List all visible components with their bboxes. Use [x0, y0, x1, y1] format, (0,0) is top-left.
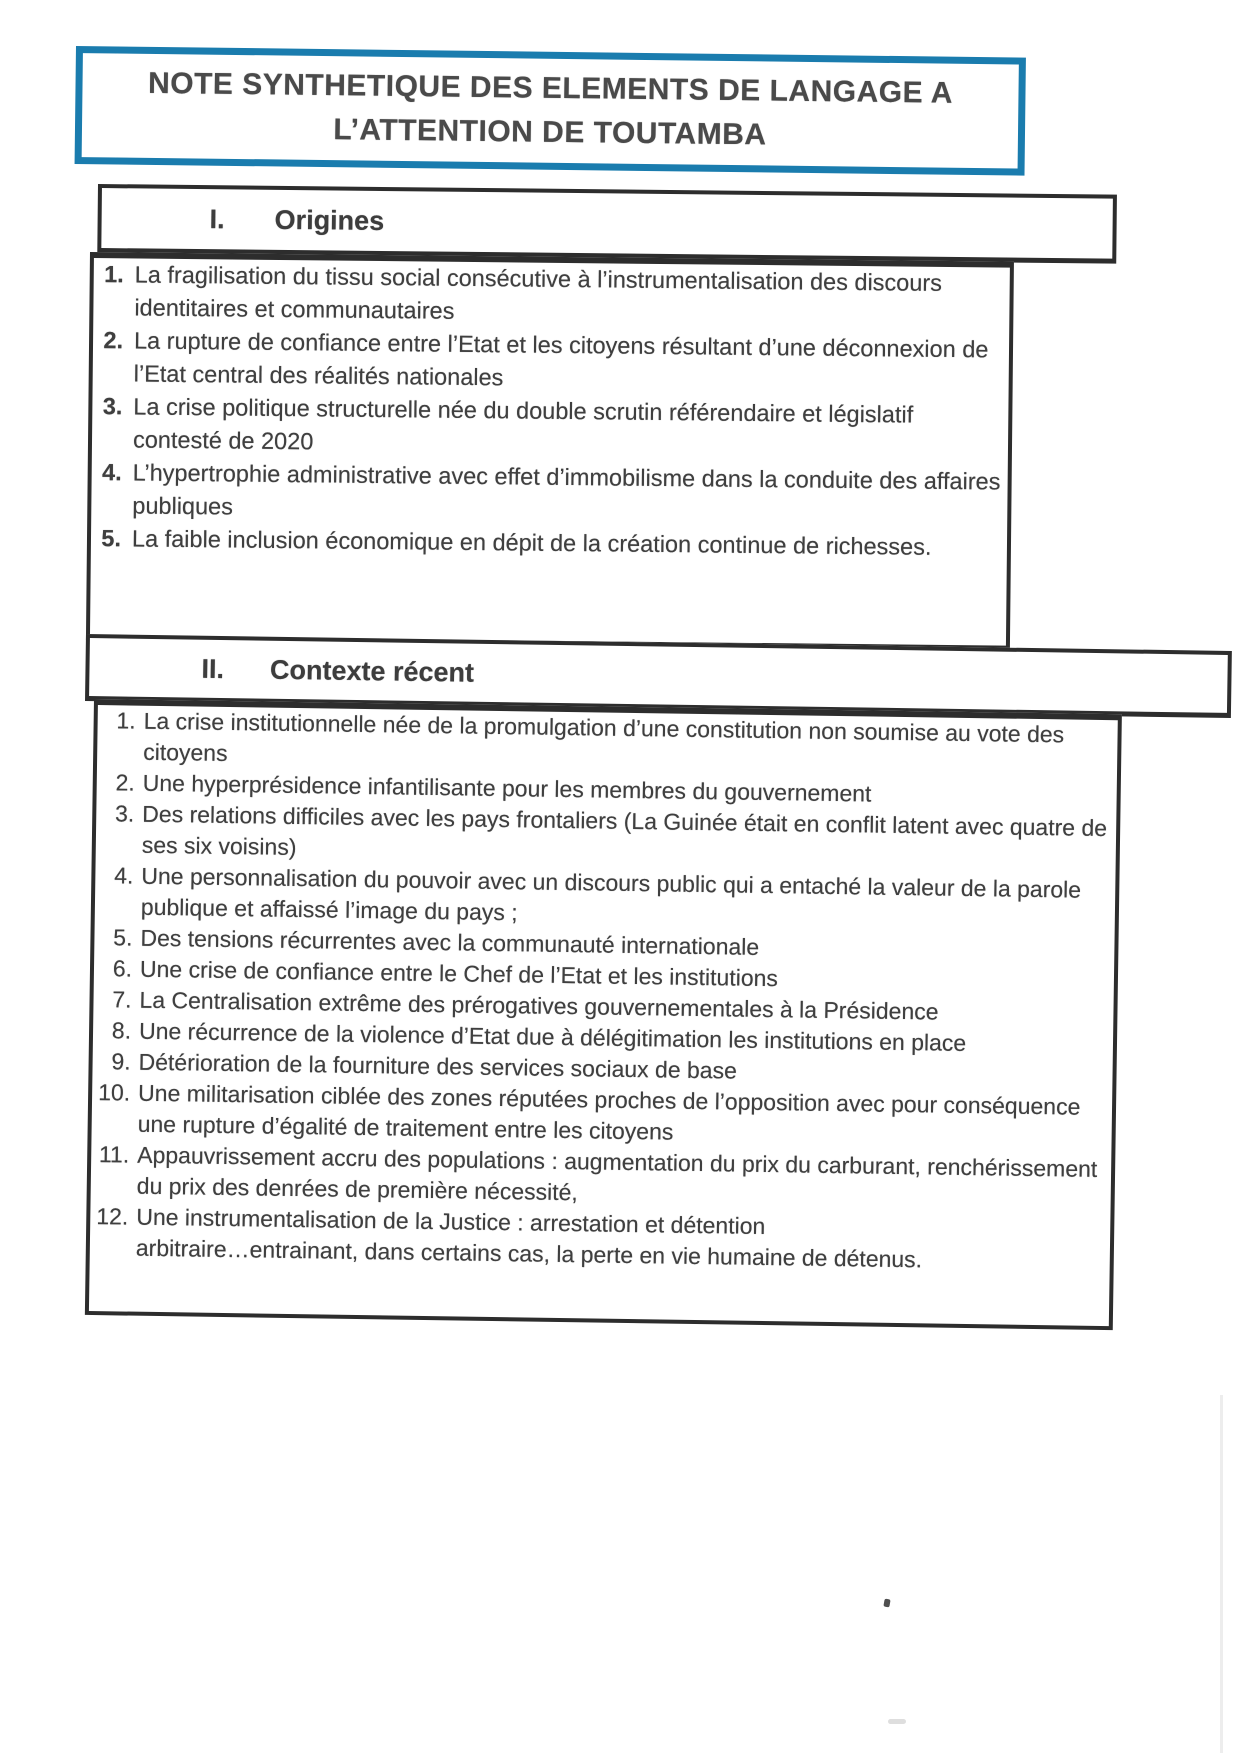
- document-title-box: [75, 46, 1026, 176]
- list-item-number: 7.: [112, 986, 132, 1013]
- list-item-number: 10.: [97, 1079, 131, 1106]
- list-item-text: Une personnalisation du pouvoir avec un discours public qui a entaché la valeur de la parole publique et affaissé l’image du pays ;: [140, 862, 1088, 926]
- list-item-number: 4.: [114, 862, 134, 889]
- section-origines-body: [86, 252, 1014, 650]
- list-item-text: Détérioration de la fourniture des services sociaux de base: [138, 1048, 738, 1084]
- section-origines-list: [91, 258, 1010, 565]
- list-item-text: Une récurrence de la violence d’Etat due à délégitimation les institutions en place: [138, 1017, 967, 1056]
- list-item-text: Une crise de confiance entre le Chef de l’Etat et les institutions: [139, 955, 779, 992]
- list-item-text: L’hypertrophie administrative avec effet d’immobilisme dans la conduite des affaires publiques: [132, 459, 1008, 520]
- document-title-line1: NOTE SYNTHETIQUE DES ELEMENTS DE LANGAGE A: [147, 66, 954, 110]
- list-item-text: Une militarisation ciblée des zones réputées proches de l’opposition avec pour conséquence une rupture d’égalité de traitement entre les citoyens: [137, 1079, 1087, 1145]
- list-item-number: 3.: [102, 393, 123, 420]
- list-item-text: La crise institutionnelle née de la promulgation d’une constitution non soumise au vote des citoyens: [143, 707, 1071, 766]
- scan-edge-artifact: [1220, 1395, 1223, 1753]
- list-item: [92, 390, 1009, 466]
- scan-speck-artifact: [883, 1599, 890, 1608]
- list-item-number: 5.: [101, 525, 122, 552]
- list-item-text: La faible inclusion économique en dépit de la création continue de richesses.: [131, 525, 932, 560]
- list-item-text: La rupture de confiance entre l’Etat et les citoyens résultant d’une déconnexion de l’Etat central des réalités nationales: [133, 327, 996, 391]
- section-contexte-title: Contexte récent: [269, 654, 475, 688]
- list-item: [93, 324, 1010, 400]
- list-item-text: La crise politique structurelle née du double scrutin référendaire et législatif contesté de 2020: [132, 393, 920, 455]
- section-origines-title: Origines: [274, 204, 385, 236]
- section-contexte-list: [90, 705, 1118, 1278]
- list-item-number: 6.: [112, 955, 133, 982]
- list-item-number: 8.: [111, 1017, 132, 1044]
- scan-smudge-artifact: [888, 1719, 906, 1724]
- list-item-text: Des tensions récurrentes avec la communauté internationale: [140, 924, 760, 960]
- list-item-number: 2.: [103, 327, 124, 354]
- list-item-number: 9.: [111, 1048, 131, 1075]
- section-origines-header: [97, 184, 1117, 264]
- list-item-number: 1.: [104, 261, 124, 288]
- list-item-number: 3.: [114, 800, 135, 827]
- list-item: [91, 456, 1008, 532]
- list-item: [93, 258, 1010, 334]
- list-item-text: Une hyperprésidence infantilisante pour les membres du gouvernement: [142, 769, 872, 807]
- list-item-number: 5.: [113, 924, 133, 951]
- list-item-text: Une instrumentalisation de la Justice : arrestation et détention arbitraire…entrainant, dans certains cas, la perte en vie humaine de détenus.: [135, 1203, 923, 1273]
- section-contexte-body: [85, 699, 1122, 1330]
- list-item-text: Appauvrissement accru des populations : augmentation du prix du carburant, renchérissement du prix des denrées de première nécessité,: [136, 1141, 1104, 1206]
- section-contexte-numeral: II.: [201, 653, 225, 684]
- list-item-text: La Centralisation extrême des prérogatives gouvernementales à la Présidence: [139, 986, 939, 1025]
- list-item-number: 4.: [101, 459, 122, 486]
- document-title-line2: L’ATTENTION DE TOUTAMBA: [333, 113, 767, 152]
- list-item-number: 12.: [96, 1203, 129, 1230]
- list-item-text: La fragilisation du tissu social consécutive à l’instrumentalisation des discours identitaires et communautaires: [134, 261, 949, 324]
- list-item-number: 11.: [98, 1141, 130, 1168]
- section-origines-numeral: I.: [209, 203, 225, 234]
- list-item-number: 2.: [115, 769, 135, 796]
- list-item-text: Des relations difficiles avec les pays frontaliers (La Guinée était en conflit latent avec quatre de ses six voisins): [141, 800, 1114, 861]
- list-item-number: 1.: [116, 707, 136, 734]
